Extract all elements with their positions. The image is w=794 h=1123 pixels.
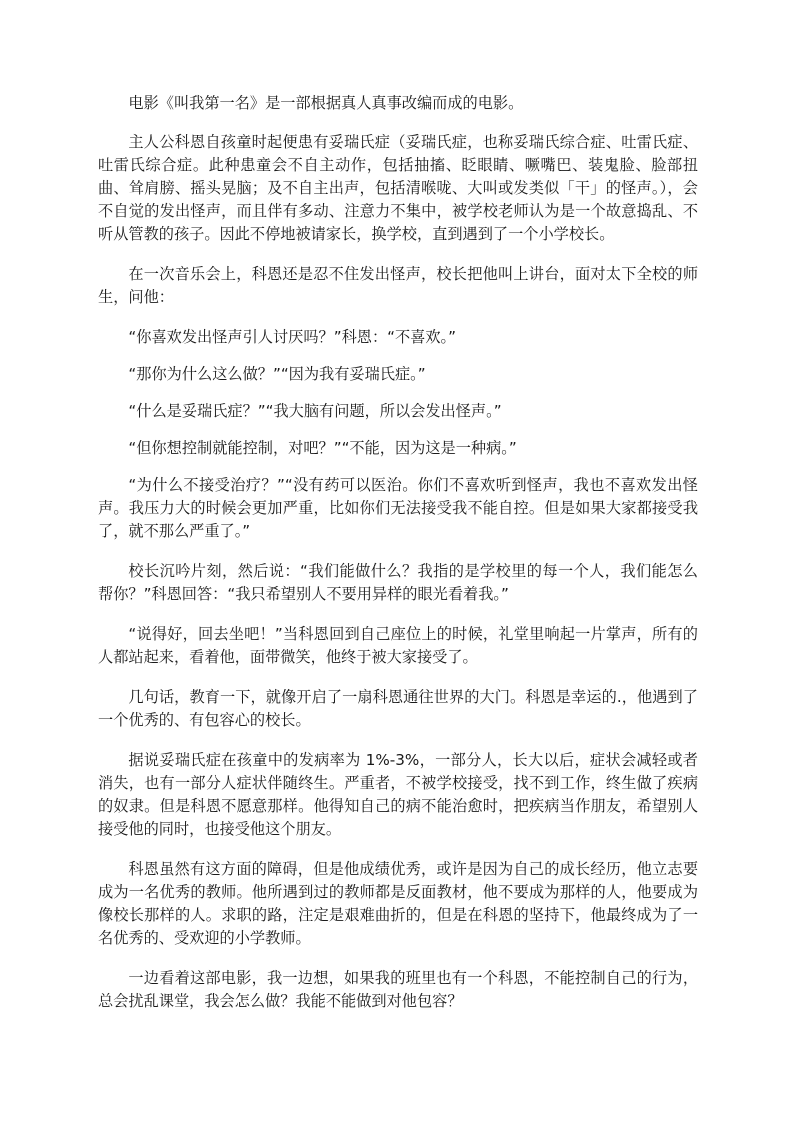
- paragraph-protagonist: 主人公科恩自孩童时起便患有妥瑞氏症（妥瑞氏症，也称妥瑞氏综合症、吐雷氏症、吐雷氏综合症。此种患童会不自主动作，包括抽搐、眨眼睛、噘嘴巴、装鬼脸、脸部扭曲、耸肩膀、摇头晃脑；及不自主出声，包括清喉咙、大叫或发类似「干」的怪声。），会不自觉的发出怪声，而且伴有多动、注意力不集中，被学校老师认为是一个故意捣乱、不听从管教的孩子。因此不停地被请家长，换学校，直到遇到了一个小学校长。: [98, 133, 698, 243]
- paragraph-reflection: 几句话，教育一下，就像开启了一扇科恩通往世界的大门。科恩是幸运的.，他遇到了一个优秀的、有包容心的校长。: [98, 688, 698, 729]
- dialogue-line: “什么是妥瑞氏症？”“我大脑有问题，所以会发出怪声。”: [128, 402, 502, 420]
- paragraph-prevalence: 据说妥瑞氏症在孩童中的发病率为 1%-3%，一部分人，长大以后，症状会减轻或者消失，也有一部分人症状伴随终生。严重者，不被学校接受，找不到工作，终生做了疾病的奴隶。但是科恩不愿意那样。他得知自己的病不能治愈时，把疾病当作朋友，希望别人接受他的同时，也接受他这个朋友。: [98, 751, 698, 838]
- paragraph-intro: 电影《叫我第一名》是一部根据真人真事改编而成的电影。: [128, 94, 524, 112]
- dialogue-line: “但你想控制就能控制，对吧？”“不能，因为这是一种病。”: [128, 439, 517, 457]
- paragraph-applause: “说得好，回去坐吧！”当科恩回到自己座位上的时候，礼堂里响起一片掌声，所有的人都站起来，看着他，面带微笑，他终于被大家接受了。: [98, 625, 698, 666]
- paragraph-concert: 在一次音乐会上，科恩还是忍不住发出怪声，校长把他叫上讲台，面对太下全校的师生，问他：: [98, 265, 698, 306]
- dialogue-line: “为什么不接受治疗？”“没有药可以医治。你们不喜欢听到怪声，我也不喜欢发出怪声。我压力大的时候会更加严重，比如你们无法接受我不能自控。但是如果大家都接受我了，就不那么严重了。”: [98, 476, 698, 540]
- dialogue-line: “那你为什么这么做？”“因为我有妥瑞氏症。”: [128, 365, 426, 383]
- paragraph-teacher: 科恩虽然有这方面的障碍，但是他成绩优秀，或许是因为自己的成长经历，他立志要成为一名优秀的教师。他所遇到过的教师都是反面教材，他不要成为那样的人，他要成为像校长那样的人。求职的路，注定是艰难曲折的，但是在科恩的坚持下，他最终成为了一名优秀的、受欢迎的小学教师。: [98, 860, 698, 947]
- dialogue-line: 校长沉吟片刻，然后说：“我们能做什么？我指的是学校里的每一个人，我们能怎么帮你？”科恩回答：“我只希望别人不要用异样的眼光看着我。”: [98, 562, 698, 603]
- document-body: [98, 92, 698, 1030]
- paragraph-closing: 一边看着这部电影，我一边想，如果我的班里也有一个科恩，不能控制自己的行为，总会扰乱课堂，我会怎么做？我能不能做到对他包容？: [98, 969, 698, 1010]
- dialogue-line: “你喜欢发出怪声引人讨厌吗？”科恩：“不喜欢。”: [128, 328, 457, 346]
